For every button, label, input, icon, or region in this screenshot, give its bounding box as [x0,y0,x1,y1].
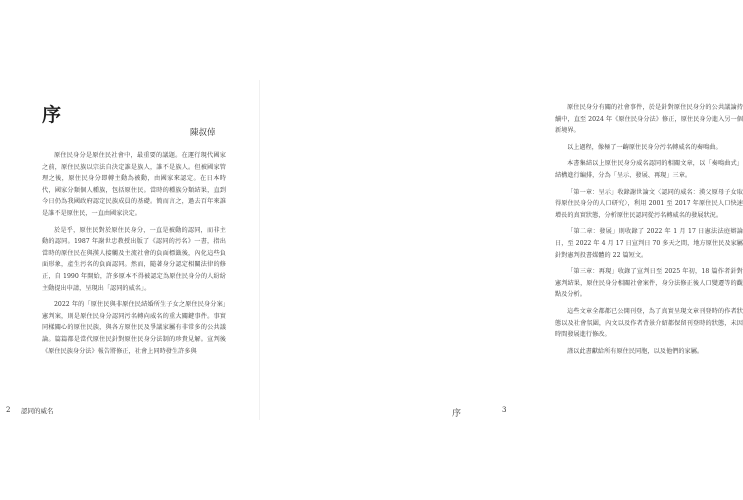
paragraph: 本書集結以上原住民身分威名認同的相關文章，以「奏鳴曲式」結構進行編排，分為「呈示、發展、再現」三章。 [555,160,743,179]
right-body-text [555,102,743,362]
left-page [0,0,260,500]
paragraph: 謹以此書獻給所有原住民同胞，以及他們的家屬。 [567,347,704,355]
paragraph: 「第一章：呈示」收錄謝世論文〈認同的威名：漢父原母子女取得原住民身分的人口研究〉，利用 2001 至 2017 年原住民人口快速增長的真實狀態，分析原住民認同從污名轉威名的發展狀況。 [555,188,743,219]
paragraph: 以上過程，像極了一齣原住民身分污名轉威名的奏鳴曲。 [567,143,722,151]
paragraph: 這些文章全都都已公開刊登，為了真實呈現文章刊登時的作者狀態以及社會氛圍，內文以及作者背景介紹都保留刊登時的狀態，未因時間發展進行修改。 [555,307,743,339]
paragraph: 原住民身分是原住民社會中，最重要的議題。在運行現代國家之前，原住民族以宗法自決定誰是族人，誰不是族人。但被國家管理之後，原住民身分即轉主動為被動，由國家來認定。在日本時代，國家分類個人種族，包括原住民。當時的種族分類結果，直到今日仍為我國政府認定民族成員的基礎。簡而言之，過去百年來誰是誰不是原住民，一直由國家決定。 [42,152,226,217]
right-page [260,0,743,500]
left-body-text [42,150,226,362]
author-name: 陳叔倬 [190,128,216,138]
paragraph: 「第二章：發展」則收錄了 2022 年 1 月 17 日憲法法庭辯論日，至 2022 年 4 月 17 日宣判日 70 多天之間，地方原住民及家屬針對憲判投書媒體的 22 篇短文。 [555,228,743,259]
paragraph: 於是乎，原住民對於原住民身分，一直是被動的認同，而非主動的認同。1987 年謝世忠教授出版了《認同的污名》一書，指出當時的原住民在與漢人接觸及主流社會的負面標籤後，內化這些負面形象，產生污名的負面認同。然而，隨著身分認定相關法律的修正，自 1990 年開始，許多原本不得被認定為原住民身分的人紛紛主動提出申請，呈現出「認同的威名」。 [42,226,226,292]
chapter-title: 序 [42,104,63,126]
paragraph: 2022 年的「原住民與非原住民結婚所生子女之原住民身分案」憲判案，則是原住民身分認同污名轉向威名的重大關鍵事件。事實同樣關心的原住民族，與各方原住民及爭議家屬有非常多的公共議論。篇篇都是當代原住民針對原住民身分法制的珍貴見解。宣判後《原住民族身分法》報告將修正，社會上同時發生許多與 [42,301,226,355]
running-head-right: 序 [452,409,462,419]
running-head-left: 認同的威名 [21,407,54,415]
paragraph: 原住民身分有關的社會事件，於是針對原住民身分的公共議論持續中，直至 2024 年《原住民身分法》修正，原住民身分進入另一個新境界。 [555,104,743,135]
page-number-left: 2 [6,406,11,414]
paragraph: 「第三章：再現」收錄了宣判日至 2025 年初，18 篇作者針對憲判結果，原住民身分相關社會案件，身分法修正後人口變遷等的觀點及分析。 [555,268,743,299]
page-number-right: 3 [502,406,507,414]
